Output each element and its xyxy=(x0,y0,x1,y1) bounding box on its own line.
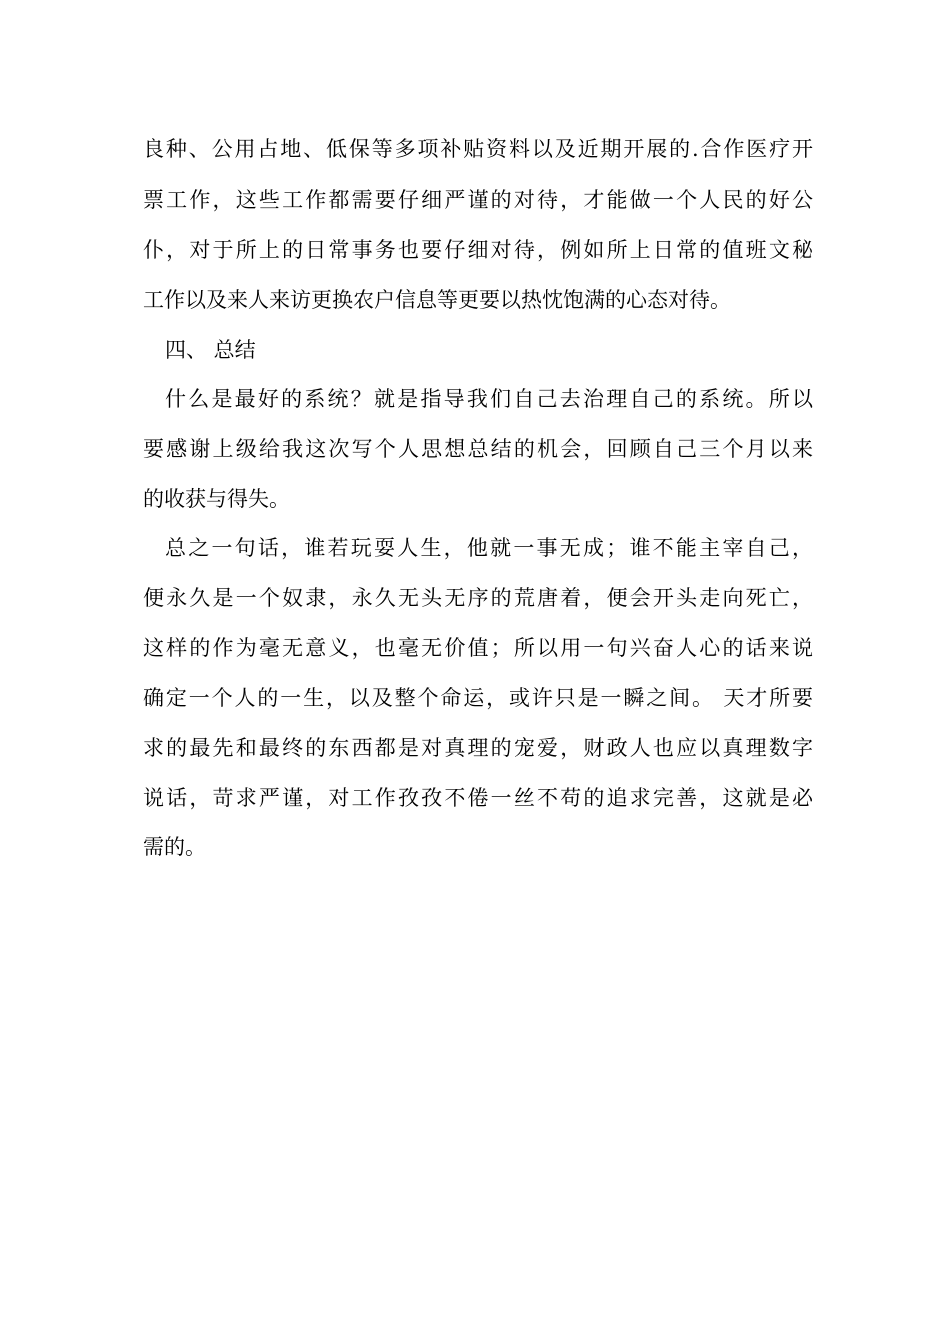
body-text-line: 良种、公用占地、低保等多项补贴资料以及近期开展的.合作医疗开 xyxy=(143,137,813,161)
body-text-line: 求的最先和最终的东西都是对真理的宠爱，财政人也应以真理数字 xyxy=(143,736,813,760)
body-text-line: 说话，苛求严谨，对工作孜孜不倦一丝不苟的追求完善，这就是必 xyxy=(143,786,813,810)
body-text-line: 要感谢上级给我这次写个人思想总结的机会，回顾自己三个月以来 xyxy=(143,437,813,461)
body-text-line: 的收获与得失。 xyxy=(143,487,290,511)
body-text-line: 票工作，这些工作都需要仔细严谨的对待，才能做一个人民的好公 xyxy=(143,188,813,212)
body-text-line: 便永久是一个奴隶，永久无头无序的荒唐着，便会开头走向死亡， xyxy=(143,586,813,610)
body-text-line: 什么是最好的系统？就是指导我们自己去治理自己的系统。所以 xyxy=(165,387,813,411)
body-text-line: 需的。 xyxy=(143,835,206,859)
body-text-line: 总之一句话，谁若玩耍人生，他就一事无成；谁不能主宰自己， xyxy=(165,536,813,560)
body-text-line: 工作以及来人来访更换农户信息等更要以热忱饱满的心态对待。 xyxy=(143,288,731,312)
body-text-line: 这样的作为毫无意义，也毫无价值；所以用一句兴奋人心的话来说 xyxy=(143,636,813,660)
body-text-line: 仆，对于所上的日常事务也要仔细对待，例如所上日常的值班文秘 xyxy=(143,238,813,262)
section-heading: 四、 总结 xyxy=(165,338,256,362)
body-text-line: 确定一个人的一生，以及整个命运，或许只是一瞬之间。 天才所要 xyxy=(143,686,813,710)
